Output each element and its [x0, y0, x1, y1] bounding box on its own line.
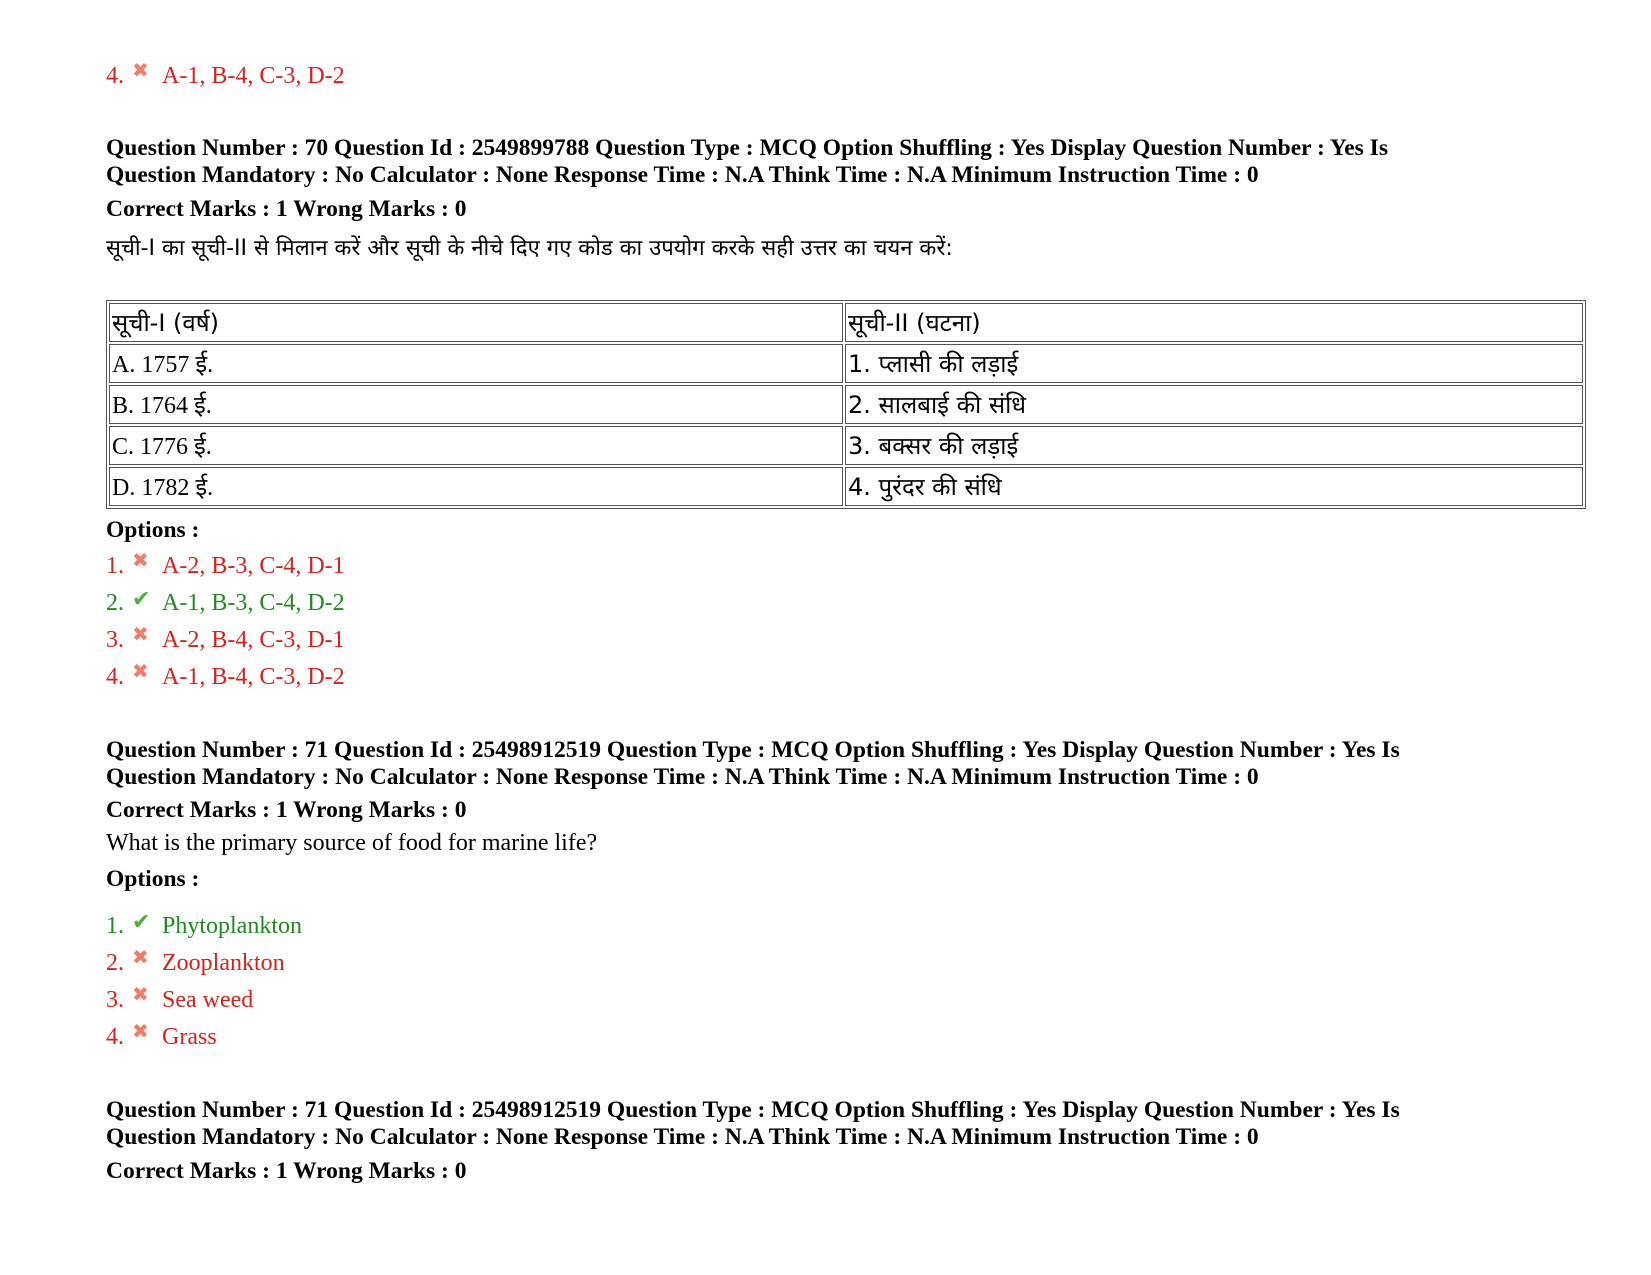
cross-icon: ✖: [132, 984, 149, 1006]
option-text: A-1, B-4, C-3, D-2: [162, 664, 345, 690]
table-row: [109, 426, 1583, 465]
option-item: [106, 949, 285, 978]
question-meta-line2: Question Mandatory : No Calculator : None Response Time : N.A Think Time : N.A Minimum Instruction Time : 0: [106, 764, 1259, 790]
cross-icon: ✖: [132, 1021, 149, 1043]
option-text: A-1, B-3, C-4, D-2: [162, 590, 345, 616]
option-text: Sea weed: [162, 987, 254, 1013]
question-meta-line2: Question Mandatory : No Calculator : None Response Time : N.A Think Time : N.A Minimum Instruction Time : 0: [106, 162, 1259, 188]
option-number: 1.: [106, 553, 124, 579]
question-meta-line1: Question Number : 70 Question Id : 2549899788 Question Type : MCQ Option Shuffling : Yes Display Question Number : Yes Is: [106, 135, 1388, 161]
options-label: Options :: [106, 517, 200, 543]
check-icon: ✔: [132, 586, 151, 611]
option-number: 3.: [106, 987, 124, 1013]
table-cell: 4. पुरंदर की संधि: [845, 467, 1583, 506]
match-table: [106, 300, 1586, 509]
option-number: 4.: [106, 1024, 124, 1050]
table-cell: C. 1776 ई.: [109, 426, 843, 465]
table-cell: D. 1782 ई.: [109, 467, 843, 506]
option-text: A-2, B-3, C-4, D-1: [162, 553, 345, 579]
table-cell: 2. सालबाई की संधि: [845, 385, 1583, 424]
option-number: 2.: [106, 590, 124, 616]
option-number: 4.: [106, 664, 124, 690]
cross-icon: ✖: [132, 60, 149, 82]
option-number: 2.: [106, 950, 124, 976]
table-header-cell: सूची-I (वर्ष): [109, 303, 843, 342]
question-meta-line1: Question Number : 71 Question Id : 25498912519 Question Type : MCQ Option Shuffling : Yes Display Question Number : Yes Is: [106, 1097, 1400, 1123]
question-marks: Correct Marks : 1 Wrong Marks : 0: [106, 797, 467, 823]
cross-icon: ✖: [132, 947, 149, 969]
question-text: What is the primary source of food for marine life?: [106, 830, 598, 856]
cross-icon: ✖: [132, 661, 149, 683]
table-row: [109, 344, 1583, 383]
table-row: [109, 467, 1583, 506]
option-text: A-1, B-4, C-3, D-2: [162, 63, 345, 89]
cross-icon: ✖: [132, 550, 149, 572]
table-row: [109, 385, 1583, 424]
option-item: [106, 62, 345, 91]
option-item: [106, 663, 345, 692]
question-meta-line2: Question Mandatory : No Calculator : None Response Time : N.A Think Time : N.A Minimum Instruction Time : 0: [106, 1124, 1259, 1150]
table-cell: 3. बक्सर की लड़ाई: [845, 426, 1583, 465]
table-header-cell: सूची-II (घटना): [845, 303, 1583, 342]
question-marks: Correct Marks : 1 Wrong Marks : 0: [106, 196, 467, 222]
option-item: [106, 1023, 217, 1052]
option-text: A-2, B-4, C-3, D-1: [162, 627, 345, 653]
check-icon: ✔: [132, 909, 151, 934]
question-meta-line1: Question Number : 71 Question Id : 25498912519 Question Type : MCQ Option Shuffling : Yes Display Question Number : Yes Is: [106, 737, 1400, 763]
table-cell: B. 1764 ई.: [109, 385, 843, 424]
table-cell: 1. प्लासी की लड़ाई: [845, 344, 1583, 383]
option-item: [106, 909, 303, 940]
option-text: Zooplankton: [162, 950, 285, 976]
options-label: Options :: [106, 866, 200, 892]
option-text: Grass: [162, 1024, 217, 1050]
option-item: [106, 552, 345, 581]
table-header-row: [109, 303, 1583, 342]
option-item: [106, 986, 253, 1015]
option-number: 3.: [106, 627, 124, 653]
option-item: [106, 626, 345, 655]
question-text: सूची-I का सूची-II से मिलान करें और सूची के नीचे दिए गए कोड का उपयोग करके सही उत्तर का चयन करें:: [106, 236, 953, 261]
question-marks: Correct Marks : 1 Wrong Marks : 0: [106, 1158, 467, 1184]
cross-icon: ✖: [132, 624, 149, 646]
option-number: 4.: [106, 63, 124, 89]
table-cell: A. 1757 ई.: [109, 344, 843, 383]
option-number: 1.: [106, 913, 124, 939]
option-text: Phytoplankton: [162, 913, 303, 939]
option-item: [106, 586, 345, 617]
